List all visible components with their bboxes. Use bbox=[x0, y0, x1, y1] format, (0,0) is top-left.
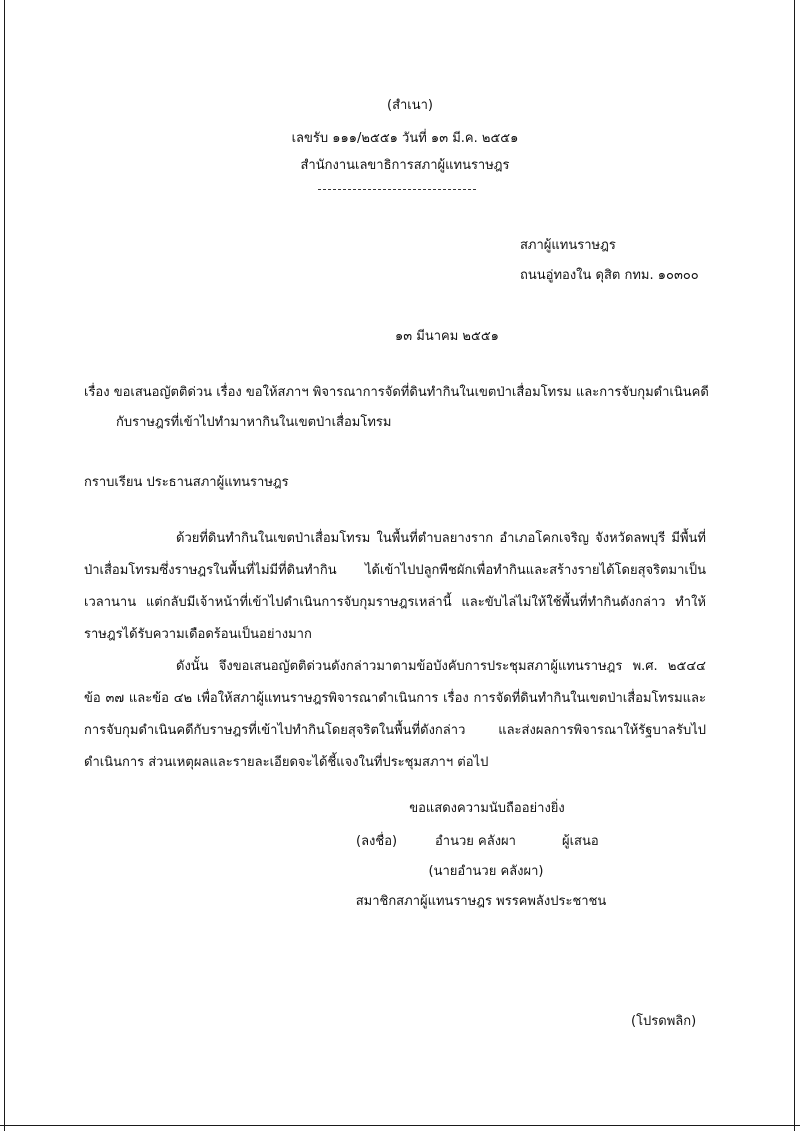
body-p1-line-3: เวลานาน แต่กลับมีเจ้าหน้าที่เข้าไปดำเนินการจับกุมราษฎรเหล่านี้ และขับไล่ไม่ให้ใช้พื้นที่ทำกินดังกล่าว ทำให้ bbox=[84, 595, 706, 610]
signer-full-name: (นายอำนวย คลังผา) bbox=[428, 864, 544, 879]
body-p2-line-3: การจับกุมดำเนินคดีกับราษฎรที่เข้าไปทำกินโดยสุจริตในพื้นที่ดังกล่าว และส่งผลการพิจารณาให้รัฐบาลรับไป bbox=[84, 723, 706, 738]
office-name: สำนักงานเลขาธิการสภาผู้แทนราษฎร bbox=[300, 158, 510, 173]
body-p1-line-2: ป่าเสื่อมโทรมซึ่งราษฎรในพื้นที่ไม่มีที่ดินทำกิน ได้เข้าไปปลูกพืชผักเพื่อทำกินและสร้างรายได้โดยสุจริตมาเป็น bbox=[84, 563, 706, 578]
receipt-number: เลขรับ ๑๑๑/๒๕๕๑ วันที่ ๑๓ มี.ค. ๒๕๕๑ bbox=[291, 131, 519, 146]
scan-edge-left bbox=[4, 0, 5, 1131]
copy-mark: (สำเนา) bbox=[386, 98, 434, 113]
address-street: ถนนอู่ทองใน ดุสิต กทม. ๑๐๓๐๐ bbox=[520, 268, 699, 283]
salutation: กราบเรียน ประธานสภาผู้แทนราษฎร bbox=[84, 475, 289, 490]
document-date: ๑๓ มีนาคม ๒๕๕๑ bbox=[395, 329, 499, 344]
closing-regards: ขอแสดงความนับถืออย่างยิ่ง bbox=[409, 801, 565, 816]
scan-edge-right bbox=[794, 0, 795, 1131]
header-divider bbox=[318, 189, 476, 190]
signer-role: ผู้เสนอ bbox=[562, 834, 599, 849]
subject-line-1: เรื่อง ขอเสนอญัตติด่วน เรื่อง ขอให้สภาฯ พิจารณาการจัดที่ดินทำกินในเขตป่าเสื่อมโทรม และการจับกุมดำเนินคดี bbox=[84, 385, 709, 400]
body-p1-line-1: ด้วยที่ดินทำกินในเขตป่าเสื่อมโทรม ในพื้นที่ตำบลยางราก อำเภอโคกเจริญ จังหวัดลพบุรี มีพื้นที่ bbox=[176, 531, 706, 546]
turn-over-note: (โปรดพลิก) bbox=[631, 1014, 697, 1029]
signature-label: (ลงชื่อ) bbox=[356, 834, 398, 849]
signer-name: อำนวย คลังผา bbox=[435, 834, 516, 849]
body-p2-line-2: ข้อ ๓๗ และข้อ ๔๒ เพื่อให้สภาผู้แทนราษฎรพิจารณาดำเนินการ เรื่อง การจัดที่ดินทำกินในเขตป่าเสื่อมโทรมและ bbox=[84, 691, 706, 706]
signer-position: สมาชิกสภาผู้แทนราษฎร พรรคพลังประชาชน bbox=[355, 894, 607, 909]
scan-edge-bottom bbox=[0, 1125, 800, 1126]
body-p2-line-1: ดังนั้น จึงขอเสนอญัตติด่วนดังกล่าวมาตามข้อบังคับการประชุมสภาผู้แทนราษฎร พ.ศ. ๒๕๔๔ bbox=[176, 659, 706, 674]
body-p2-line-4: ดำเนินการ ส่วนเหตุผลและรายละเอียดจะได้ชี้แจงในที่ประชุมสภาฯ ต่อไป bbox=[84, 755, 489, 770]
address-org: สภาผู้แทนราษฎร bbox=[520, 238, 616, 253]
body-p1-line-4: ราษฎรได้รับความเดือดร้อนเป็นอย่างมาก bbox=[84, 627, 312, 642]
subject-line-2: กับราษฎรที่เข้าไปทำมาหากินในเขตป่าเสื่อมโทรม bbox=[116, 415, 392, 430]
